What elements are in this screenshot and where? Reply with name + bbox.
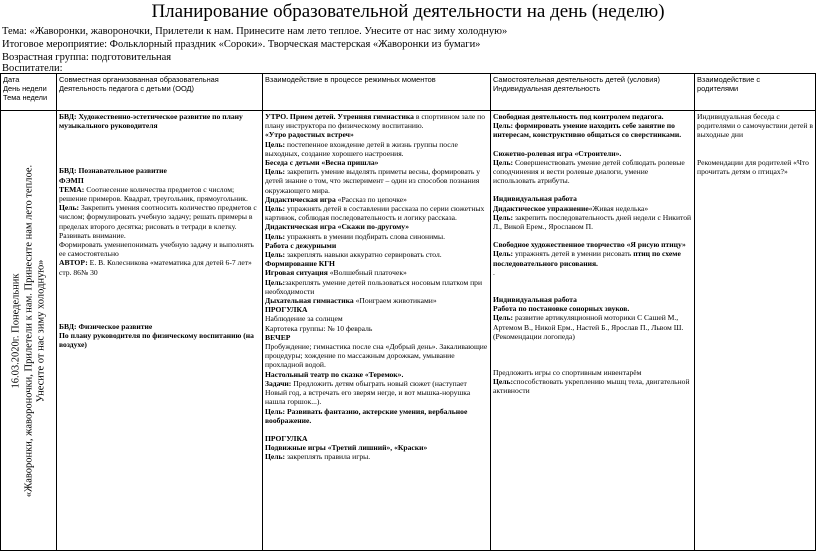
page-title: Планирование образовательной деятельности на день (неделю): [151, 1, 665, 22]
date-vertical-text: 16.03.2020г. Понедельник «Жаворонки, жавороночки, Прилетели к нам. Принесите нам лето теплое. Унесите от нас зиму холодную»: [9, 164, 46, 497]
theme-line: Тема: «Жаворонки, жавороночки, Прилетели к нам. Принесите нам лето теплое. Унесите от нас зиму холодную»: [2, 26, 508, 37]
header-routine: Взаимодействие в процессе режимных моментов: [263, 74, 491, 111]
header-joint: Совместная организованная образовательная Деятельность педагога с детьми (ООД): [57, 74, 263, 111]
independent-cell: Свободная деятельность под контролем педагога. Цель: формировать умение находить себе занятие по интересам, конструктивно общаться со сверстниками. Сюжетно-ролевая игра «Строители». Цель: Совершенствовать умение детей соблюдать ролевые соподчинения и вести ролевые диалоги, умение использовать атрибуты. Индивидуальная работа Дидактическое упражнение«Живая неделька» Цель: закрепить последовательность дней недели с Никитой Л., Викой Ерем., Ярославом П. Свободное художественное творчество «Я рисую птицу» Цель: упражнять детей в умении рисовать птиц по схеме последовательного рисования. . Индивидуальная работа Работа по постановке сонорных звуков. Цель: развитие артикуляционной моторики С Сашей М., Артемом В., Никой Ерм., Настей Б., Ярослав П., Львом Ш. (Рекомендации логопеда) Предложить игры со спортивным инвентарём Цель:способствовать укреплению мышц тела, двигательной активности: [491, 111, 695, 551]
final-event-line: Итоговое мероприятие: Фольклорный праздник «Сороки». Творческая мастерская «Жаворонки из бумаги»: [2, 39, 481, 50]
header-date: Дата День недели Тема недели: [1, 74, 57, 111]
joint-activity-cell: БВД: Художественно-эстетическое развитие по плану музыкального руководителя БВД: Познавательное развитие ФЭМП ТЕМА: Соотнесение количества предметов с числом; решение примеров. Квадрат, треугольник, прямоугольник. Цель: Закрепить умения соотносить количество предметов с числом; формулировать учебную задачу; решать примеры в пределах второго десятка; рисовать в тетради в клетку. Развивать внимание. Формировать умениепонимать учебную задачу и выполнять ее самостоятельно АВТОР: Е. В. Колесникова «математика для детей 6-7 лет» стр. 86№ 30 БВД: Физическое развитие По плану руководителя по физическому воспитанию (на воздухе): [57, 111, 263, 551]
day-row: [1, 111, 816, 551]
educators-line: Воспитатели:: [2, 63, 63, 74]
parents-cell: Индивидуальная беседа с родителями о самочувствии детей в выходные дни Рекомендации для родителей «Что прочитать детям о птицах?»: [695, 111, 816, 551]
plan-table: [0, 73, 816, 551]
header-parents: Взаимодействие с родителями: [695, 74, 816, 111]
header-row: [1, 74, 816, 111]
routine-cell: УТРО. Прием детей. Утренняя гимнастика в спортивном зале по плану инструктора по физическому воспитанию. «Утро радостных встреч» Цель: постепенное вхождение детей в жизнь группы после выходных, создание хорошего настроения. Беседа с детьми «Весна пришла» Цель: закрепить умение выделять приметы весны, формировать у детей знание о том, что эксперимент – один из способов познания окружающего мира. Дидактическая игра «Рассказ по цепочке» Цель: упражнять детей в составлении рассказа по серии сюжетных картинок, соблюдая последовательность и логику рассказа. Дидактическая игра «Скажи по-другому» Цель: упражнять в умении подбирать слова синонимы. Работа с дежурными Цель: закреплять навыки аккуратно сервировать стол. Формирование КГН Игровая ситуация «Волшебный платочек» Цель:закреплять умение детей пользоваться носовым платком при необходимости Дыхательная гимнастика «Поиграем животиками» ПРОГУЛКА Наблюдение за солнцем Картотека группы: № 10 февраль ВЕЧЕР Пробуждение; гимнастика после сна «Добрый день». Закаливающие процедуры; хождение по массажным дорожкам, умывание прохладной водой. Настольный театр по сказке «Теремок». Задачи: Предложить детям обыграть новый сюжет (наступает Новый год, а встречать его зверям негде, и вот мышка-норушка нашла горшок...). Цель: Развивать фантазию, актерские умения, вербальное воображение. ПРОГУЛКА Подвижные игры «Третий лишний», «Краски» Цель: закреплять правила игры.: [263, 111, 491, 551]
plan-table-wrap: [0, 73, 816, 549]
date-cell: [1, 111, 57, 551]
header-independent: Самостоятельная деятельность детей (условия) Индивидуальная деятельность: [491, 74, 695, 111]
age-group-line: Возрастная группа: подготовительная: [2, 52, 172, 63]
